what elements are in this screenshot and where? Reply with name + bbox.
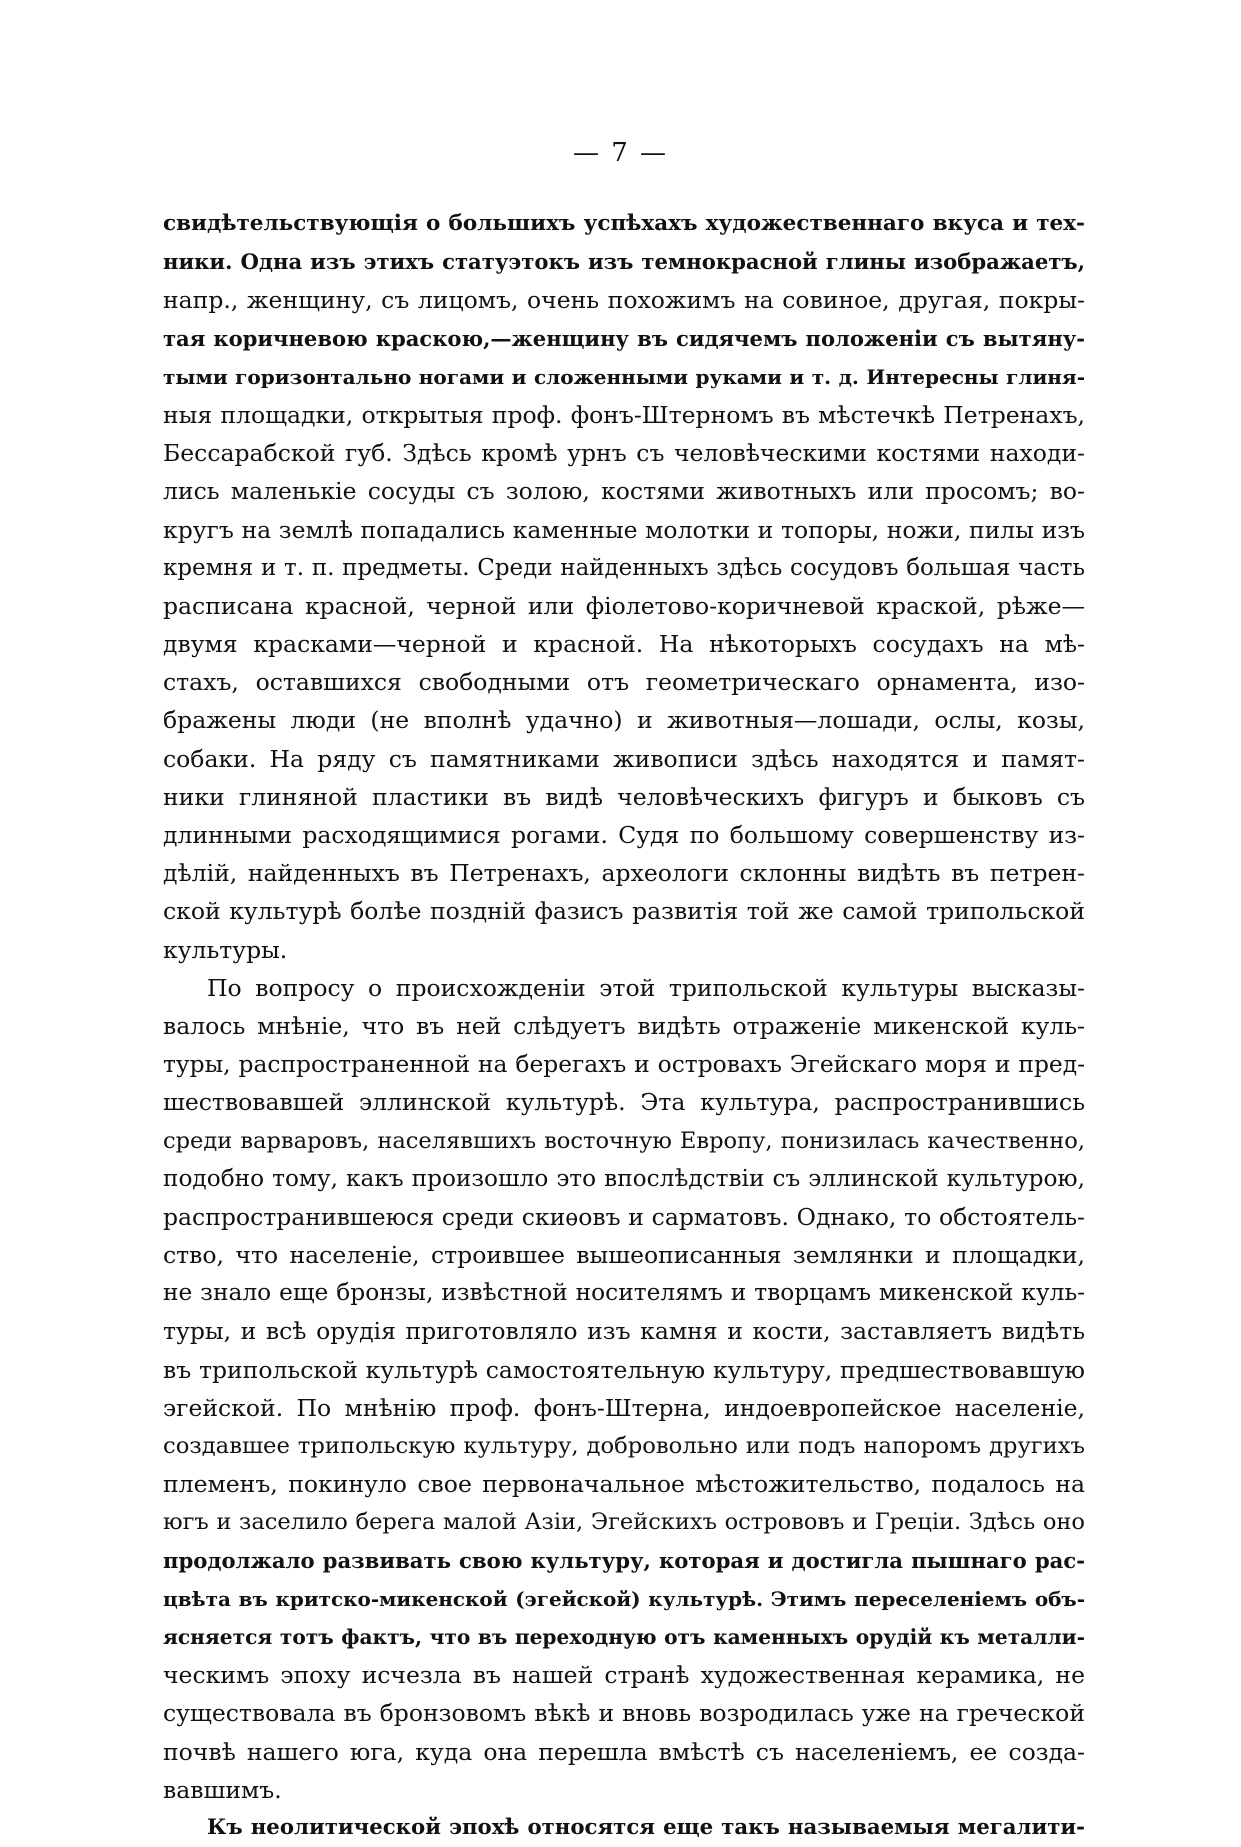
text-line: цвѣта въ критско-микенской (эгейской) культурѣ. Этимъ переселеніемъ объ- [163,1586,1085,1611]
text-line: длинными расходящимися рогами. Судя по большому совершенству из- [163,821,1085,849]
text-line: почвѣ нашего юга, куда она перешла вмѣстѣ съ населеніемъ, ее созда- [163,1737,1085,1766]
text-line: ныя площадки, открытыя проф. фонъ-Штерномъ въ мѣстечкѣ Петренахъ, [163,400,1085,429]
text-line: ники. Одна изъ этихъ статуэтокъ изъ темнокрасной глины изображаетъ, [163,249,1085,275]
text-line: туры, и всѣ орудія приготовляло изъ камня и кости, заставляетъ видѣть [163,1317,1085,1346]
text-line: создавшее трипольскую культуру, добровольно или подъ напоромъ другихъ [163,1433,1085,1459]
text-line: распространившеюся среди скиѳовъ и сарматовъ. Однако, то обстоятель- [163,1202,1085,1231]
text-line: подобно тому, какъ произошло это впослѣдствіи съ эллинской культурою, [163,1164,1085,1192]
text-line: эгейской. По мнѣнію проф. фонъ-Штерна, индоевропейское населеніе, [163,1393,1085,1422]
text-line: вавшимъ. [163,1775,282,1804]
text-line: тая коричневою краскою,—женщину въ сидячемъ положеніи съ вытяну- [163,325,1085,351]
body-text [163,205,1085,1847]
text-line: продолжало развивать свою культуру, которая и достигла пышнаго рас- [163,1547,1085,1573]
text-line: собаки. На ряду съ памятниками живописи здѣсь находятся и памят- [163,744,1085,773]
text-line: среди варваровъ, населявшихъ восточную Европу, понизилась качественно, [163,1127,1085,1154]
text-line: лись маленькіе сосуды съ золою, костями животныхъ или просомъ; во- [163,477,1085,506]
text-line: тыми горизонтально ногами и сложенными руками и т. д. Интересны глиня- [163,364,1085,389]
text-line: ческимъ эпоху исчезла въ нашей странѣ художественная керамика, не [163,1661,1085,1690]
text-line: бражены люди (не вполнѣ удачно) и животныя—лошади, ослы, козы, [163,706,1085,735]
text-line: туры, распространенной на берегахъ и островахъ Эгейскаго моря и пред- [163,1050,1085,1079]
text-line: Къ неолитической эпохѣ относятся еще такъ называемыя мегалити- [207,1814,1085,1840]
text-line: племенъ, покинуло свое первоначальное мѣстожительство, подалось на [163,1470,1085,1499]
text-line: ясняется тотъ фактъ, что въ переходную отъ каменныхъ орудій къ металли- [163,1624,1085,1649]
text-line: культуры. [163,935,288,964]
text-line: въ трипольской культурѣ самостоятельную культуру, предшествовавшую [163,1355,1085,1384]
text-line: ство, что населеніе, строившее вышеописанныя землянки и площадки, [163,1241,1085,1270]
text-line: дѣлій, найденныхъ въ Петренахъ, археологи склонны видѣть въ петрен- [163,859,1085,888]
text-line: Бессарабской губ. Здѣсь кромѣ урнъ съ человѣческими костями находи- [163,439,1085,468]
text-line: существовала въ бронзовомъ вѣкѣ и вновь возродилась уже на греческой [163,1699,1085,1728]
text-line: валось мнѣніе, что въ ней слѣдуетъ видѣть отраженіе микенской куль- [163,1011,1085,1040]
text-line: кремня и т. п. предметы. Среди найденныхъ здѣсь сосудовъ большая часть [163,554,1085,581]
text-line: не знало еще бронзы, извѣстной носителямъ и творцамъ микенской куль- [163,1279,1085,1307]
text-line: шествовавшей эллинской культурѣ. Эта культура, распространившись [163,1088,1085,1117]
text-line: кругъ на землѣ попадались каменные молотки и топоры, ножи, пилы изъ [163,515,1085,544]
text-line: ской культурѣ болѣе поздній фазисъ развитія той же самой трипольской [163,897,1085,926]
text-line: расписана красной, черной или фіолетово-коричневой краской, рѣже— [163,591,1085,620]
text-line: напр., женщину, съ лицомъ, очень похожимъ на совиное, другая, покры- [163,286,1085,315]
text-line: двумя красками—черной и красной. На нѣкоторыхъ сосудахъ на мѣ- [163,630,1085,659]
text-line: По вопросу о происхожденіи этой трипольской культуры высказы- [207,973,1085,1002]
text-line: югъ и заселило берега малой Азіи, Эгейскихъ острововъ и Греціи. Здѣсь оно [163,1509,1085,1536]
page-number: — 7 — [572,138,669,168]
text-line: ники глиняной пластики въ видѣ человѣческихъ фигуръ и быковъ съ [163,782,1085,811]
text-line: свидѣтельствующія о большихъ успѣхахъ художественнаго вкуса и тех- [163,211,1085,236]
text-line: стахъ, оставшихся свободными отъ геометрическаго орнамента, изо- [163,668,1085,697]
